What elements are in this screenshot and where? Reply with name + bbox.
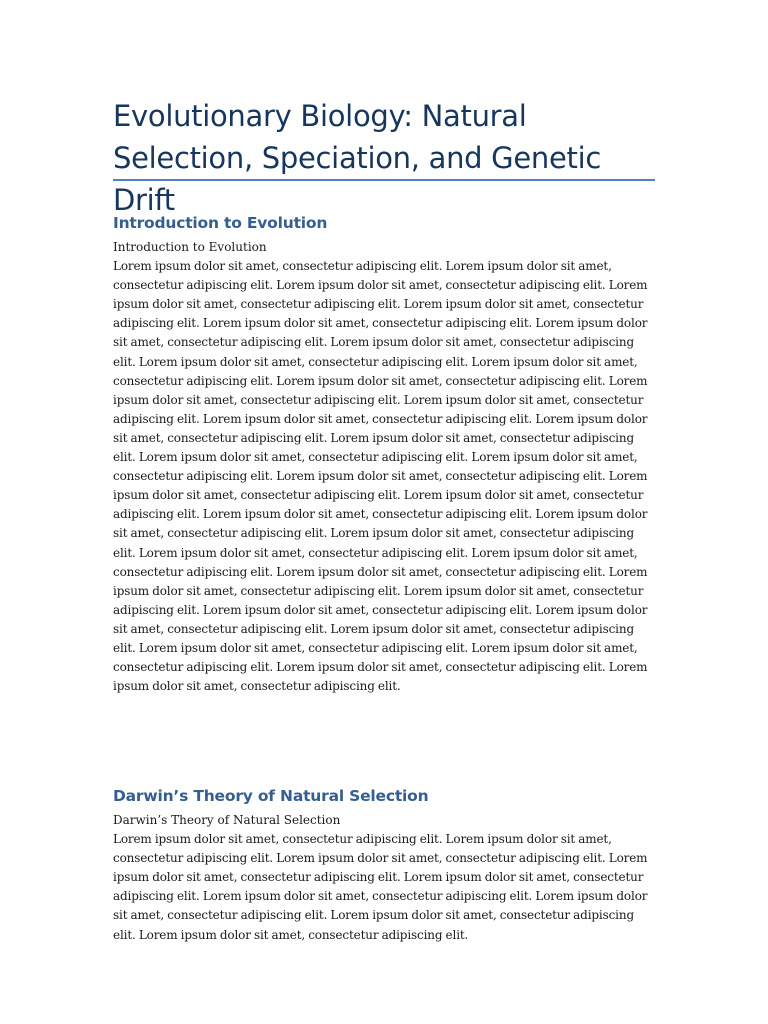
section-body-paragraph: Lorem ipsum dolor sit amet, consectetur adipiscing elit. Lorem ipsum dolor sit amet, consectetur adipiscing elit. Lorem ipsum dolor sit amet, consectetur adipiscing elit. Lorem ipsum dolor sit amet, consectetur adipiscing elit. Lorem ipsum dolor sit amet, consectetur adipiscing elit. Lorem ipsum dolor sit amet, consectetur adipiscing elit. Lorem ipsum dolor sit amet, consectetur adipiscing elit. Lorem ipsum dolor sit amet, consectetur adipiscing elit. Lorem ipsum dolor sit amet, consectetur adipiscing elit. Lorem ipsum dolor sit amet, consectetur adipiscing elit. Lorem ipsum dolor sit amet, consectetur adipiscing elit. Lorem ipsum dolor sit amet, consectetur adipiscing elit. Lorem ipsum dolor sit amet, consectetur adipiscing elit. Lorem ipsum dolor sit amet, consectetur adipiscing elit. Lorem ipsum dolor sit amet, consectetur adipiscing elit. Lorem ipsum dolor sit amet, consectetur adipiscing elit. Lorem ipsum dolor sit amet, consectetur adipiscing elit. Lorem ipsum dolor sit amet, consectetur adipiscing elit. Lorem ipsum dolor sit amet, consectetur adipiscing elit. Lorem ipsum dolor sit amet, consectetur adipiscing elit. Lorem ipsum dolor sit amet, consectetur adipiscing elit. Lorem ipsum dolor sit amet, consectetur adipiscing elit. Lorem ipsum dolor sit amet, consectetur adipiscing elit. Lorem ipsum dolor sit amet, consectetur adipiscing elit. Lorem ipsum dolor sit amet, consectetur adipiscing elit. Lorem ipsum dolor sit amet, consectetur adipiscing elit. Lorem ipsum dolor sit amet, consectetur adipiscing elit. Lorem ipsum dolor sit amet, consectetur adipiscing elit. Lorem ipsum dolor sit amet, consectetur adipiscing elit. Lorem ipsum dolor sit amet, consectetur adipiscing elit. Lorem ipsum dolor sit amet, consectetur adipiscing elit. Lorem ipsum dolor sit amet, consectetur adipiscing elit. Lorem ipsum dolor sit amet, consectetur adipiscing elit. Lorem ipsum dolor sit amet, consectetur adipiscing elit. Lorem ipsum dolor sit amet, consectetur adipiscing elit. Lorem ipsum dolor sit amet, consectetur adipiscing elit. bbox=[113, 259, 648, 694]
section-subtitle: Darwin’s Theory of Natural Selection bbox=[113, 813, 341, 827]
section-heading: Darwin’s Theory of Natural Selection bbox=[113, 787, 429, 805]
section-darwins-theory bbox=[113, 785, 655, 945]
section-heading: Introduction to Evolution bbox=[113, 214, 328, 232]
section-body-paragraph: Lorem ipsum dolor sit amet, consectetur adipiscing elit. Lorem ipsum dolor sit amet, consectetur adipiscing elit. Lorem ipsum dolor sit amet, consectetur adipiscing elit. Lorem ipsum dolor sit amet, consectetur adipiscing elit. Lorem ipsum dolor sit amet, consectetur adipiscing elit. Lorem ipsum dolor sit amet, consectetur adipiscing elit. Lorem ipsum dolor sit amet, consectetur adipiscing elit. Lorem ipsum dolor sit amet, consectetur adipiscing elit. Lorem ipsum dolor sit amet, consectetur adipiscing elit. bbox=[113, 832, 648, 942]
section-subtitle: Introduction to Evolution bbox=[113, 240, 267, 254]
section-introduction-to-evolution bbox=[113, 212, 655, 696]
document-title: Evolutionary Biology: Natural Selection, Speciation, and Genetic Drift bbox=[113, 99, 601, 217]
title-underline-divider bbox=[113, 179, 655, 181]
